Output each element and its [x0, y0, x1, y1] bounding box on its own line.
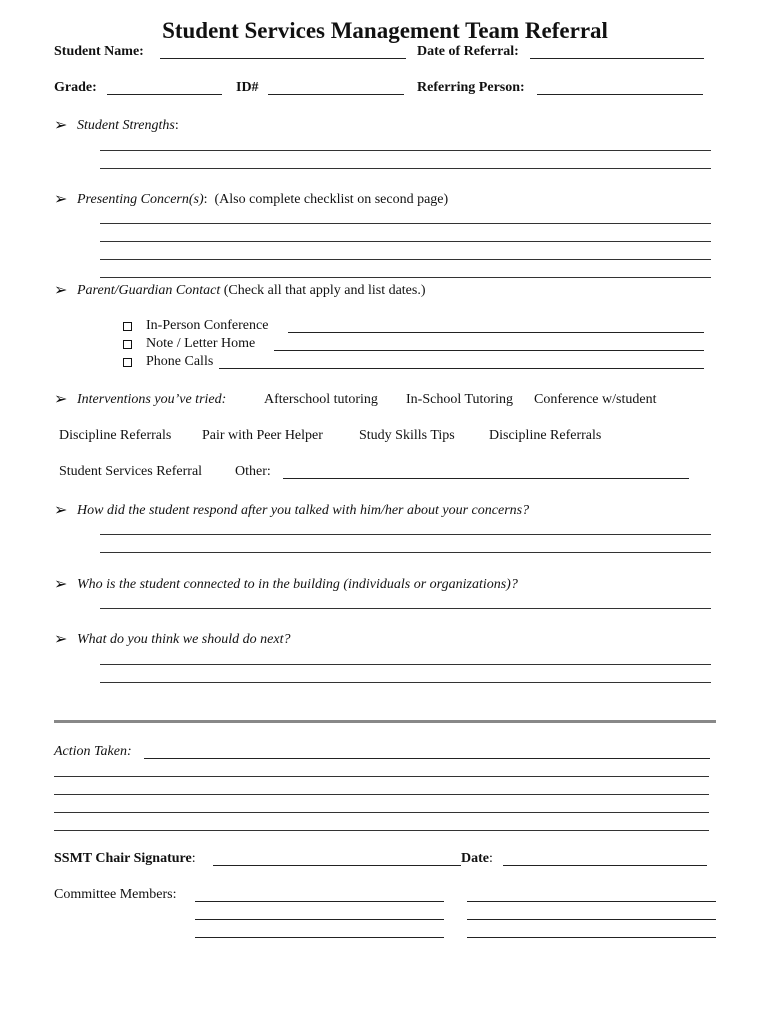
connected-question: Who is the student connected to in the building (individuals or organizations)?: [77, 577, 518, 592]
respond-line[interactable]: [100, 552, 711, 553]
intervention-option[interactable]: In-School Tutoring: [406, 392, 513, 407]
intervention-other-field[interactable]: [283, 478, 689, 479]
arrow-bullet-icon: ➢: [54, 280, 68, 299]
action-taken-label: Action Taken:: [54, 744, 132, 759]
next-line[interactable]: [100, 664, 711, 665]
action-taken-line[interactable]: [54, 776, 709, 777]
interventions-heading: Interventions you’ve tried:: [77, 392, 227, 407]
action-taken-field[interactable]: [144, 758, 710, 759]
concern-line[interactable]: [100, 241, 711, 242]
committee-member-field[interactable]: [467, 901, 716, 902]
page-title: Student Services Management Team Referral: [162, 18, 608, 43]
strengths-heading: Student Strengths:: [77, 118, 179, 133]
grade-field[interactable]: [107, 94, 222, 95]
action-taken-line[interactable]: [54, 812, 709, 813]
committee-members-label: Committee Members:: [54, 887, 177, 902]
committee-member-field[interactable]: [467, 937, 716, 938]
intervention-other-label: Other:: [235, 464, 271, 479]
date-of-referral-label: Date of Referral:: [417, 44, 519, 59]
concern-line[interactable]: [100, 223, 711, 224]
contact-heading: Parent/Guardian Contact (Check all that apply and list dates.): [77, 283, 426, 298]
committee-member-field[interactable]: [195, 937, 444, 938]
contact-date-field[interactable]: [219, 368, 704, 369]
id-field[interactable]: [268, 94, 404, 95]
grade-label: Grade:: [54, 80, 97, 95]
respond-line[interactable]: [100, 534, 711, 535]
concern-heading: Presenting Concern(s): (Also complete checklist on second page): [77, 192, 449, 207]
concern-line[interactable]: [100, 259, 711, 260]
arrow-bullet-icon: ➢: [54, 574, 68, 593]
date-of-referral-field[interactable]: [530, 58, 704, 59]
id-label: ID#: [236, 80, 259, 95]
arrow-bullet-icon: ➢: [54, 500, 68, 519]
arrow-bullet-icon: ➢: [54, 189, 68, 208]
connected-line[interactable]: [100, 608, 711, 609]
committee-member-field[interactable]: [467, 919, 716, 920]
referring-person-label: Referring Person:: [417, 80, 525, 95]
contact-checkbox[interactable]: [123, 340, 132, 349]
arrow-bullet-icon: ➢: [54, 115, 68, 134]
intervention-option[interactable]: Study Skills Tips: [359, 428, 455, 443]
arrow-bullet-icon: ➢: [54, 389, 68, 408]
committee-member-field[interactable]: [195, 901, 444, 902]
intervention-option[interactable]: Afterschool tutoring: [264, 392, 378, 407]
signature-date-field[interactable]: [503, 865, 707, 866]
intervention-option[interactable]: Pair with Peer Helper: [202, 428, 323, 443]
respond-question: How did the student respond after you talked with him/her about your concerns?: [77, 503, 530, 518]
intervention-option[interactable]: Discipline Referrals: [59, 428, 172, 443]
action-taken-line[interactable]: [54, 830, 709, 831]
next-question: What do you think we should do next?: [77, 632, 291, 647]
intervention-option[interactable]: Discipline Referrals: [489, 428, 602, 443]
contact-checkbox[interactable]: [123, 322, 132, 331]
contact-option-label: Phone Calls: [146, 354, 214, 369]
date-label: Date:: [461, 851, 493, 866]
contact-option-label: Note / Letter Home: [146, 336, 256, 351]
student-name-field[interactable]: [160, 58, 406, 59]
committee-member-field[interactable]: [195, 919, 444, 920]
next-line[interactable]: [100, 682, 711, 683]
concern-line[interactable]: [100, 277, 711, 278]
chair-signature-label: SSMT Chair Signature:: [54, 851, 196, 866]
section-divider: [54, 720, 716, 723]
referring-person-field[interactable]: [537, 94, 703, 95]
chair-signature-field[interactable]: [213, 865, 461, 866]
action-taken-line[interactable]: [54, 794, 709, 795]
contact-date-field[interactable]: [274, 350, 704, 351]
contact-checkbox[interactable]: [123, 358, 132, 367]
contact-date-field[interactable]: [288, 332, 704, 333]
contact-option-label: In-Person Conference: [146, 318, 269, 333]
strengths-line[interactable]: [100, 150, 711, 151]
student-name-label: Student Name:: [54, 44, 144, 59]
strengths-line[interactable]: [100, 168, 711, 169]
intervention-option[interactable]: Conference w/student: [534, 392, 657, 407]
arrow-bullet-icon: ➢: [54, 629, 68, 648]
intervention-option[interactable]: Student Services Referral: [59, 464, 203, 479]
